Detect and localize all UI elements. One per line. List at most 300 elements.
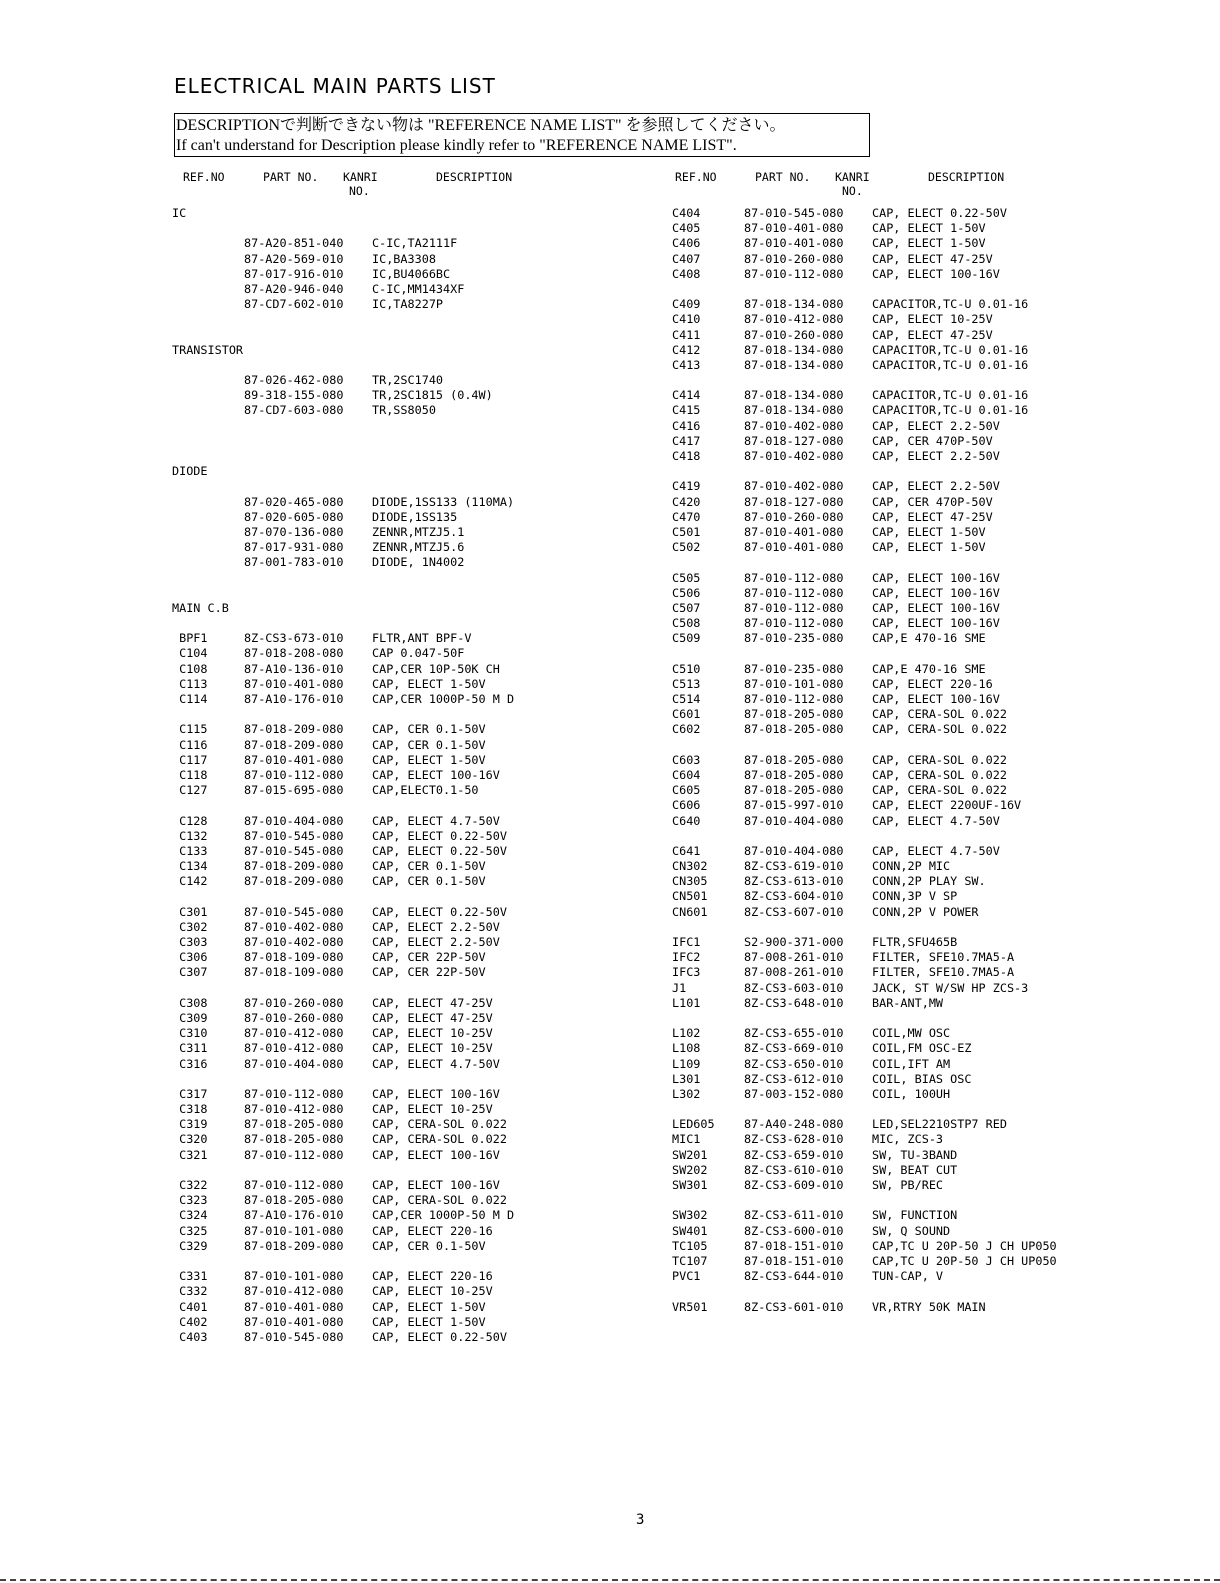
part-no-cell: 87-010-545-080: [744, 206, 844, 220]
part-no-cell: 8Z-CS3-659-010: [744, 1147, 844, 1162]
ref-no-cell: C108: [172, 661, 208, 676]
parts-row: [172, 495, 652, 510]
ref-no-cell: SW301: [672, 1178, 708, 1192]
parts-row: [172, 1026, 652, 1041]
description-cell: JACK, ST W/SW HP ZCS-3: [872, 980, 1029, 995]
parts-row: [672, 768, 1192, 783]
description-cell: CAP, ELECT 2.2-50V: [872, 479, 1000, 494]
header-description: DESCRIPTION: [436, 170, 513, 184]
parts-row: [672, 555, 1192, 570]
parts-row: [172, 1178, 652, 1193]
parts-row: [672, 479, 1192, 494]
ref-no-cell: C414: [672, 388, 701, 403]
ref-no-cell: L302: [672, 1086, 701, 1101]
description-cell: CAP, CERA-SOL 0.022: [372, 1117, 507, 1132]
description-cell: CAP, CER 0.1-50V: [372, 1238, 486, 1253]
ref-no-cell: C406: [672, 236, 701, 251]
parts-row: [172, 1011, 652, 1026]
ref-no-cell: TRANSISTOR: [172, 342, 244, 357]
description-cell: TR,SS8050: [372, 403, 436, 418]
ref-no-cell: C501: [672, 524, 701, 539]
parts-row: [672, 1284, 1192, 1299]
description-cell: CAP, CER 0.1-50V: [372, 859, 486, 874]
ref-no-cell: DIODE: [172, 464, 208, 479]
part-no-cell: 87-A20-851-040: [244, 236, 344, 251]
description-cell: TR,2SC1815 (0.4W): [372, 388, 493, 403]
part-no-cell: 8Z-CS3-600-010: [744, 1223, 844, 1238]
part-no-cell: 87-001-783-010: [244, 555, 344, 570]
description-cell: CAP 0.047-50F: [372, 646, 465, 661]
description-cell: CAP, ELECT 100-16V: [872, 570, 1000, 585]
ref-no-cell: L301: [672, 1071, 701, 1086]
parts-row: [672, 631, 1192, 646]
part-no-cell: 87-018-208-080: [244, 646, 344, 661]
description-cell: CAP, ELECT 2200UF-16V: [872, 798, 1022, 813]
description-cell: CAP, ELECT 4.7-50V: [872, 813, 1000, 828]
parts-row: [172, 297, 652, 312]
parts-row: [172, 540, 652, 555]
ref-no-cell: LED605: [672, 1117, 715, 1132]
parts-row: [672, 1224, 1192, 1239]
part-no-cell: 87-010-545-080: [244, 843, 344, 858]
ref-no-cell: C417: [672, 433, 701, 448]
parts-row: [172, 510, 652, 525]
parts-row: [172, 373, 652, 388]
description-cell: CAP,CER 1000P-50 M D: [372, 692, 515, 706]
parts-row: [672, 510, 1192, 525]
description-cell: CAP, CERA-SOL 0.022: [872, 752, 1007, 767]
ref-no-cell: C134: [172, 859, 208, 874]
parts-row: [172, 1239, 652, 1254]
parts-row: [172, 1163, 652, 1178]
ref-no-cell: C118: [172, 767, 208, 782]
parts-row: [672, 388, 1192, 403]
parts-row: [172, 738, 652, 753]
ref-no-cell: CN305: [672, 874, 708, 889]
description-cell: CAP, ELECT 47-25V: [372, 995, 493, 1010]
description-cell: CAP, ELECT 1-50V: [872, 540, 986, 555]
description-cell: CAP,E 470-16 SME: [872, 631, 986, 646]
header-kanri-no: NO.: [349, 184, 370, 198]
parts-row: [672, 965, 1192, 980]
parts-row: [672, 267, 1192, 282]
parts-row: [172, 965, 652, 980]
part-no-cell: 87-010-404-080: [744, 843, 844, 858]
parts-row: [172, 252, 652, 267]
parts-row: [172, 282, 652, 297]
description-cell: CAP, ELECT 1-50V: [372, 676, 486, 691]
part-no-cell: 87-010-401-080: [744, 524, 844, 539]
ref-no-cell: L108: [672, 1041, 701, 1056]
header-description: DESCRIPTION: [928, 170, 1005, 184]
parts-row: [672, 889, 1192, 904]
parts-row: [172, 1300, 652, 1315]
part-no-cell: 8Z-CS3-610-010: [744, 1162, 844, 1177]
ref-no-cell: C319: [172, 1117, 208, 1132]
part-no-cell: 8Z-CS3-607-010: [744, 904, 844, 919]
part-no-cell: 8Z-CS3-604-010: [744, 889, 844, 904]
parts-row: [672, 343, 1192, 358]
parts-row: [172, 920, 652, 935]
part-no-cell: 87-010-101-080: [744, 676, 844, 691]
part-no-cell: 87-010-260-080: [744, 251, 844, 266]
part-no-cell: 87-010-545-080: [244, 828, 344, 843]
description-cell: CAP, ELECT 0.22-50V: [372, 843, 507, 858]
part-no-cell: 87-010-112-080: [744, 585, 844, 600]
description-cell: CAPACITOR,TC-U 0.01-16: [872, 297, 1029, 312]
parts-row: [172, 525, 652, 540]
part-no-cell: 8Z-CS3-601-010: [744, 1299, 844, 1314]
part-no-cell: 87-018-209-080: [244, 874, 344, 889]
ref-no-cell: C317: [172, 1086, 208, 1101]
part-no-cell: 8Z-CS3-603-010: [744, 980, 844, 995]
description-cell: SW, Q SOUND: [872, 1223, 951, 1238]
part-no-cell: 87-020-605-080: [244, 509, 344, 524]
part-no-cell: 87-010-112-080: [744, 616, 844, 631]
description-cell: CAP, ELECT 2.2-50V: [372, 919, 500, 934]
ref-no-cell: C416: [672, 418, 701, 433]
parts-row: [172, 1254, 652, 1269]
part-no-cell: 87-008-261-010: [744, 950, 844, 965]
left-parts-list: [172, 206, 652, 1345]
description-cell: CAP, ELECT 0.22-50V: [372, 828, 507, 843]
parts-row: [672, 464, 1192, 479]
parts-row: [672, 981, 1192, 996]
description-cell: CAP, ELECT 1-50V: [872, 524, 986, 539]
parts-row: [172, 449, 652, 464]
parts-row: [172, 646, 652, 661]
parts-row: [672, 783, 1192, 798]
part-no-cell: 87-010-112-080: [744, 266, 844, 281]
part-no-cell: 8Z-CS3-644-010: [744, 1269, 844, 1284]
parts-row: [172, 950, 652, 965]
parts-row: [172, 996, 652, 1011]
description-cell: CONN,3P V SP: [872, 889, 958, 904]
parts-row: [672, 495, 1192, 510]
ref-no-cell: C606: [672, 798, 701, 813]
description-cell: MIC, ZCS-3: [872, 1132, 944, 1147]
part-no-cell: 87-010-401-080: [744, 221, 844, 236]
ref-no-cell: C605: [672, 783, 701, 798]
parts-row: [672, 297, 1192, 312]
description-cell: CAP, ELECT 1-50V: [372, 752, 486, 767]
part-no-cell: 87-018-109-080: [244, 965, 344, 980]
ref-no-cell: SW202: [672, 1162, 708, 1177]
description-cell: CAP, CER 0.1-50V: [372, 722, 486, 737]
part-no-cell: 87-017-931-080: [244, 540, 344, 555]
parts-row: [672, 449, 1192, 464]
parts-row: [172, 571, 652, 586]
part-no-cell: 87-018-134-080: [744, 297, 844, 312]
parts-row: [672, 525, 1192, 540]
description-cell: CAP, ELECT 0.22-50V: [372, 904, 507, 919]
ref-no-cell: C401: [172, 1299, 208, 1314]
part-no-cell: 8Z-CS3-628-010: [744, 1132, 844, 1147]
description-cell: CAP, ELECT 4.7-50V: [872, 843, 1000, 858]
ref-no-cell: C113: [172, 676, 208, 691]
ref-no-cell: C510: [672, 661, 701, 676]
ref-no-cell: C604: [672, 767, 701, 782]
part-no-cell: S2-900-371-000: [744, 935, 844, 949]
description-cell: CAP,TC U 20P-50 J CH UP050: [872, 1238, 1057, 1253]
ref-no-cell: C306: [172, 950, 208, 965]
part-no-cell: 87-018-134-080: [744, 403, 844, 418]
ref-no-cell: C603: [672, 752, 701, 767]
parts-row: [672, 206, 1192, 221]
description-cell: CAP, ELECT 100-16V: [872, 266, 1000, 281]
parts-row: [172, 844, 652, 859]
parts-row: [672, 905, 1192, 920]
ref-no-cell: PVC1: [672, 1269, 701, 1284]
parts-row: [672, 358, 1192, 373]
parts-row: [672, 677, 1192, 692]
parts-row: [672, 738, 1192, 753]
description-cell: CAP, ELECT 100-16V: [872, 600, 1000, 615]
description-cell: COIL,IFT AM: [872, 1056, 951, 1071]
header-ref-no: REF.NO: [183, 170, 225, 184]
ref-no-cell: C322: [172, 1178, 208, 1192]
part-no-cell: 87-018-205-080: [744, 783, 844, 798]
part-no-cell: 8Z-CS3-650-010: [744, 1056, 844, 1071]
part-no-cell: 87-010-401-080: [744, 540, 844, 555]
ref-no-cell: J1: [672, 980, 687, 995]
part-no-cell: 87-010-112-080: [744, 600, 844, 615]
parts-row: [172, 267, 652, 282]
part-no-cell: 87-010-412-080: [244, 1041, 344, 1056]
parts-row: [172, 403, 652, 418]
description-cell: CAP, ELECT 10-25V: [372, 1284, 493, 1299]
description-cell: CONN,2P MIC: [872, 859, 951, 874]
parts-row: [172, 601, 652, 616]
parts-row: [172, 1041, 652, 1056]
ref-no-cell: C309: [172, 1010, 208, 1025]
ref-no-cell: C117: [172, 752, 208, 767]
part-no-cell: 87-010-112-080: [244, 1178, 344, 1192]
parts-row: [172, 1057, 652, 1072]
part-no-cell: 87-003-152-080: [744, 1086, 844, 1101]
part-no-cell: 87-CD7-602-010: [244, 297, 344, 312]
description-cell: CAP, ELECT 1-50V: [372, 1314, 486, 1329]
description-cell: BAR-ANT,MW: [872, 995, 944, 1010]
part-no-cell: 87-010-401-080: [244, 1314, 344, 1329]
parts-row: [172, 1269, 652, 1284]
parts-row: [172, 1132, 652, 1147]
description-cell: C-IC,MM1434XF: [372, 281, 465, 296]
parts-row: [172, 1117, 652, 1132]
parts-row: [172, 677, 652, 692]
ref-no-cell: C308: [172, 995, 208, 1010]
parts-row: [172, 434, 652, 449]
reference-note-box: [174, 113, 870, 157]
ref-no-cell: C325: [172, 1223, 208, 1238]
part-no-cell: 87-A10-136-010: [244, 661, 344, 676]
description-cell: LED,SEL2210STP7 RED: [872, 1117, 1007, 1132]
description-cell: CAP, ELECT 220-16: [372, 1269, 493, 1284]
ref-no-cell: C329: [172, 1238, 208, 1253]
header-kanri: KANRI: [835, 170, 870, 184]
ref-no-cell: C302: [172, 919, 208, 934]
parts-row: [172, 555, 652, 570]
part-no-cell: 87-010-545-080: [244, 904, 344, 919]
ref-no-cell: IFC2: [672, 950, 701, 965]
part-no-cell: 87-A20-946-040: [244, 281, 344, 296]
ref-no-cell: C133: [172, 843, 208, 858]
part-no-cell: 87-020-465-080: [244, 494, 344, 509]
description-cell: CAP, ELECT 1-50V: [372, 1299, 486, 1314]
parts-row: [672, 434, 1192, 449]
ref-no-cell: C405: [672, 221, 701, 236]
part-no-cell: 87-018-205-080: [744, 752, 844, 767]
description-cell: CAP,CER 10P-50K CH: [372, 661, 500, 676]
description-cell: CAPACITOR,TC-U 0.01-16: [872, 342, 1029, 357]
description-cell: FLTR,SFU465B: [872, 935, 958, 949]
description-cell: FILTER, SFE10.7MA5-A: [872, 965, 1015, 980]
ref-no-cell: C402: [172, 1314, 208, 1329]
ref-no-cell: C506: [672, 585, 701, 600]
parts-row: [672, 1239, 1192, 1254]
parts-row: [672, 814, 1192, 829]
parts-row: [172, 905, 652, 920]
ref-no-cell: C640: [672, 813, 701, 828]
parts-row: [672, 1254, 1192, 1269]
ref-no-cell: C310: [172, 1026, 208, 1041]
part-no-cell: 87-018-134-080: [744, 388, 844, 403]
parts-row: [172, 707, 652, 722]
part-no-cell: 87-010-112-080: [744, 692, 844, 706]
ref-no-cell: C324: [172, 1208, 208, 1223]
parts-row: [672, 1057, 1192, 1072]
description-cell: FILTER, SFE10.7MA5-A: [872, 950, 1015, 965]
description-cell: CAP, ELECT 0.22-50V: [872, 206, 1007, 220]
part-no-cell: 87-010-401-080: [244, 1299, 344, 1314]
part-no-cell: 87-018-209-080: [244, 859, 344, 874]
ref-no-cell: C470: [672, 509, 701, 524]
description-cell: CAP, CER 22P-50V: [372, 965, 486, 980]
ref-no-cell: C418: [672, 449, 701, 463]
part-no-cell: 87-010-545-080: [244, 1329, 344, 1344]
parts-row: [672, 221, 1192, 236]
ref-no-cell: C307: [172, 965, 208, 980]
parts-row: [172, 1148, 652, 1163]
parts-row: [172, 783, 652, 798]
description-cell: CAP, CERA-SOL 0.022: [872, 783, 1007, 798]
ref-no-cell: SW201: [672, 1147, 708, 1162]
description-cell: CONN,2P PLAY SW.: [872, 874, 986, 889]
parts-row: [172, 1330, 652, 1345]
parts-row: [172, 1315, 652, 1330]
description-cell: SW, FUNCTION: [872, 1208, 958, 1223]
part-no-cell: 87-010-235-080: [744, 631, 844, 646]
ref-no-cell: CN601: [672, 904, 708, 919]
parts-row: [172, 1284, 652, 1299]
part-no-cell: 87-010-402-080: [744, 479, 844, 494]
ref-no-cell: C641: [672, 843, 701, 858]
part-no-cell: 87-010-404-080: [244, 1056, 344, 1071]
parts-row: [672, 419, 1192, 434]
description-cell: CAP, ELECT 1-50V: [872, 236, 986, 251]
ref-no-cell: C318: [172, 1102, 208, 1117]
parts-row: [672, 1072, 1192, 1087]
part-no-cell: 87-018-134-080: [744, 342, 844, 357]
parts-row: [172, 1087, 652, 1102]
ref-no-cell: C509: [672, 631, 701, 646]
description-cell: CAP, ELECT 10-25V: [372, 1041, 493, 1056]
description-cell: SW, BEAT CUT: [872, 1162, 958, 1177]
description-cell: CONN,2P V POWER: [872, 904, 979, 919]
ref-no-cell: MIC1: [672, 1132, 701, 1147]
parts-row: [172, 1102, 652, 1117]
parts-row: [172, 935, 652, 950]
ref-no-cell: C115: [172, 722, 208, 737]
part-no-cell: 87-015-695-080: [244, 783, 344, 798]
description-cell: CAP, ELECT 10-25V: [872, 312, 993, 327]
parts-row: [672, 1208, 1192, 1223]
description-cell: COIL,FM OSC-EZ: [872, 1041, 972, 1056]
description-cell: CAP, ELECT 2.2-50V: [372, 935, 500, 949]
part-no-cell: 87-010-402-080: [744, 418, 844, 433]
description-cell: IC,TA8227P: [372, 297, 444, 312]
parts-row: [672, 403, 1192, 418]
ref-no-cell: C513: [672, 676, 701, 691]
parts-row: [672, 753, 1192, 768]
description-cell: CAP, CER 0.1-50V: [372, 737, 486, 752]
part-no-cell: 87-018-127-080: [744, 433, 844, 448]
parts-row: [672, 282, 1192, 297]
ref-no-cell: C602: [672, 722, 701, 737]
parts-row: [672, 540, 1192, 555]
ref-no-cell: C114: [172, 692, 208, 706]
parts-row: [672, 1026, 1192, 1041]
description-cell: IC,BA3308: [372, 251, 436, 266]
description-cell: COIL, BIAS OSC: [872, 1071, 972, 1086]
part-no-cell: 87-018-205-080: [744, 722, 844, 737]
description-cell: CAP,TC U 20P-50 J CH UP050: [872, 1253, 1057, 1268]
parts-row: [172, 1224, 652, 1239]
description-cell: TR,2SC1740: [372, 373, 444, 388]
part-no-cell: 87-070-136-080: [244, 524, 344, 539]
parts-row: [672, 1041, 1192, 1056]
parts-row: [172, 662, 652, 677]
parts-row: [172, 1208, 652, 1223]
parts-row: [172, 343, 652, 358]
part-no-cell: 87-A40-248-080: [744, 1117, 844, 1132]
description-cell: CAP, ELECT 47-25V: [872, 509, 993, 524]
description-cell: SW, TU-3BAND: [872, 1147, 958, 1162]
ref-no-cell: C301: [172, 904, 208, 919]
part-no-cell: 87-010-404-080: [744, 813, 844, 828]
ref-no-cell: C419: [672, 479, 701, 494]
part-no-cell: 87-010-260-080: [244, 995, 344, 1010]
ref-no-cell: C409: [672, 297, 701, 312]
ref-no-cell: C316: [172, 1056, 208, 1071]
parts-row: [672, 646, 1192, 661]
description-cell: CAPACITOR,TC-U 0.01-16: [872, 388, 1029, 403]
ref-no-cell: IC: [172, 206, 187, 220]
ref-no-cell: L101: [672, 995, 701, 1010]
part-no-cell: 87-010-401-080: [744, 236, 844, 251]
parts-row: [172, 312, 652, 327]
part-no-cell: 87-010-402-080: [244, 935, 344, 949]
ref-no-cell: C331: [172, 1269, 208, 1284]
part-no-cell: 87-010-235-080: [744, 661, 844, 676]
parts-row: [672, 1300, 1192, 1315]
part-no-cell: 87-018-127-080: [744, 494, 844, 509]
parts-row: [172, 464, 652, 479]
description-cell: CAP, ELECT 100-16V: [872, 585, 1000, 600]
ref-no-cell: CN501: [672, 889, 708, 904]
part-no-cell: 8Z-CS3-655-010: [744, 1026, 844, 1041]
ref-no-cell: C142: [172, 874, 208, 889]
